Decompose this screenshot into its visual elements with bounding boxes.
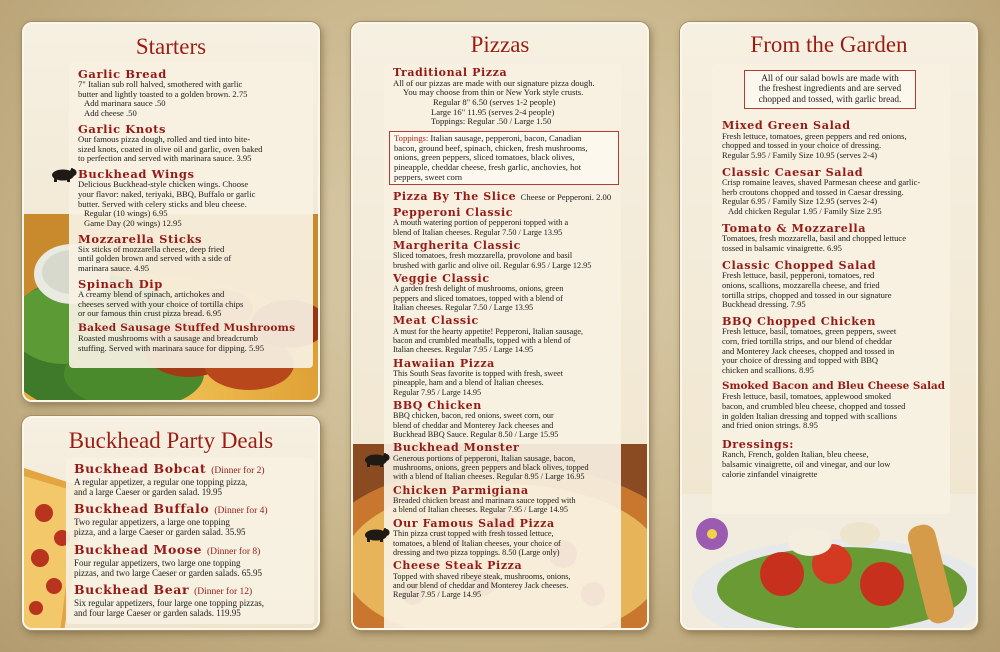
- pizza-desc: Italian cheeses. Regular 7.50 / Large 13.95: [393, 302, 534, 312]
- starter-name: Mozzarella Sticks: [78, 231, 203, 246]
- pizza-desc: and our blend of cheddar and Monterey Jack cheeses.: [393, 580, 569, 590]
- pizza-name: Our Famous Salad Pizza: [393, 516, 555, 530]
- starter-name: Garlic Bread: [78, 67, 167, 81]
- toppings-text: bacon, ground beef, spinach, chicken, fresh mushrooms,: [394, 142, 588, 153]
- starter-price: Game Day (20 wings) 12.95: [84, 217, 182, 228]
- pizza-item: [393, 442, 623, 481]
- salad-name: Classic Caesar Salad: [722, 164, 864, 179]
- salad-desc: onions, scallions, mozzarella cheese, and fried: [722, 279, 880, 290]
- party-name: Buckhead Moose: [74, 541, 203, 557]
- salad-desc: chopped and tossed in your choice of dressing.: [722, 140, 882, 151]
- salad-desc: Fresh lettuce, basil, tomatoes, applewood smoked: [722, 391, 892, 402]
- pizza-desc: Cheese or Pepperoni. 2.00: [520, 192, 612, 203]
- starter-name: Baked Sausage Stuffed Mushrooms: [78, 321, 296, 334]
- dressings-title: Dressings:: [722, 436, 794, 451]
- pizza-desc: Sliced tomatoes, fresh mozzarella, provolone and basil: [393, 251, 573, 261]
- pizzas-panel: [351, 22, 649, 630]
- pizzas-list: [393, 67, 623, 599]
- salad-desc: and Monterey Jack cheeses, chopped and tossed in: [722, 345, 895, 356]
- garden-panel: [680, 22, 978, 630]
- salad-item: [722, 164, 972, 217]
- pizza-name: Traditional Pizza: [393, 66, 508, 79]
- starter-addon: Add cheese .50: [84, 108, 137, 119]
- pizza-desc: BBQ chicken, bacon, red onions, sweet corn, our: [393, 411, 554, 421]
- bear-icon: [363, 526, 391, 542]
- pizza-desc: pineapple, ham and a blend of Italian cheeses.: [393, 378, 544, 388]
- dressings-desc: balsamic vinaigrette, oil and vinegar, and our low: [722, 459, 891, 470]
- pizza-desc: peppers and sliced tomatoes, topped with a blend of: [393, 293, 563, 303]
- party-name: Buckhead Bobcat: [74, 461, 207, 476]
- toppings-label: Toppings:: [394, 133, 429, 144]
- pizza-desc: dressing and two pizza toppings. 8.50 (Large only): [393, 547, 560, 557]
- party-desc: and a large Caeser or garden salad. 19.95: [74, 487, 223, 498]
- dressings: [722, 436, 972, 480]
- pizza-name: Veggie Classic: [393, 271, 490, 285]
- salad-desc: Tomatoes, fresh mozzarella, basil and chopped lettuce: [722, 233, 906, 244]
- salad-desc: bacon, and crumbled bleu cheese, chopped and tossed: [722, 400, 906, 411]
- salad-desc: in golden Italian dressing and topped with scallions: [722, 410, 897, 421]
- pizza-desc: Buckhead BBQ Sauce. Regular 8.50 / Large 15.95: [393, 430, 559, 439]
- party-note: (Dinner for 2): [211, 466, 265, 476]
- salad-desc: herb croutons chopped and tossed in Caesar dressing.: [722, 186, 904, 197]
- starter-desc: or our famous thin crust pizza bread. 6.95: [78, 308, 222, 319]
- salad-desc: Fresh lettuce, tomatoes, green peppers and red onions,: [722, 130, 907, 141]
- salad-desc: Buckhead dressing. 7.95: [722, 299, 806, 310]
- starter-desc: butter. Served with celery sticks and bleu cheese.: [78, 198, 247, 209]
- starter-price: Regular (10 wings) 6.95: [84, 208, 168, 219]
- pizza-desc: blend of cheddar and Monterey Jack cheeses and: [393, 420, 554, 430]
- pizza-price: Toppings: Regular .50 / Large 1.50: [431, 116, 552, 127]
- pizza-traditional: [393, 67, 623, 127]
- starter-desc: Our famous pizza dough, rolled and tied into bite-: [78, 133, 251, 144]
- pizza-name: Meat Classic: [393, 314, 479, 328]
- pizza-desc: blend of Italian cheeses. Regular 7.50 / Large 13.95: [393, 227, 563, 237]
- pizza-name: Buckhead Monster: [393, 441, 520, 455]
- salad-item: [722, 381, 972, 430]
- salad-desc: corn, fried tortilla strips, and our blend of cheddar: [722, 336, 892, 347]
- pizza-desc: Regular 7.95 / Large 14.95: [393, 590, 482, 600]
- pizza-desc: All of our pizzas are made with our signature pizza dough.: [393, 77, 595, 88]
- starter-desc: sized knots, coated in olive oil and garlic, oven baked: [78, 143, 263, 154]
- pizzas-title: Pizzas: [470, 32, 530, 57]
- starter-desc: Delicious Buckhead-style chicken wings. Choose: [78, 179, 249, 190]
- party-desc: Six regular appetizers, four large one topping pizzas,: [74, 597, 265, 608]
- salad-desc: Fresh lettuce, basil, pepperoni, tomatoes, red: [722, 270, 875, 281]
- party-item: [74, 462, 268, 497]
- garden-list: [722, 120, 972, 479]
- salad-name: BBQ Chopped Chicken: [722, 313, 877, 328]
- starters-list: [78, 68, 295, 353]
- salad-desc: tossed in balsamic vinaigrette. 6.95: [722, 243, 842, 253]
- pizza-desc: bacon and crumbled meatballs, topped with a blend of: [393, 336, 571, 346]
- party-desc: pizzas, and two large Caeser or garden salads. 65.95: [74, 567, 263, 578]
- starter-item: [78, 168, 295, 229]
- pizza-price: Large 16" 11.95 (serves 2-4 people): [431, 106, 555, 117]
- salad-desc: Fresh lettuce, basil, tomatoes, green peppers, sweet: [722, 326, 897, 337]
- party-list: [74, 462, 268, 618]
- dressings-desc: calorie zinfandel vinaigrette: [722, 468, 818, 479]
- pizza-name: Pizza By The Slice: [393, 190, 517, 204]
- salad-item: [722, 257, 972, 310]
- toppings-text: pineapple, cheddar cheese, fresh garlic, anchovies, hot: [394, 161, 582, 172]
- salad-desc: tortilla strips, chopped and tossed in our signature: [722, 289, 892, 300]
- pizza-desc: mushrooms, onions, green peppers and black olives, topped: [393, 463, 589, 473]
- starter-desc: cheeses served with your choice of tortilla chips: [78, 298, 244, 309]
- salad-desc: Crisp romaine leaves, shaved Parmesan cheese and garlic-: [722, 177, 921, 188]
- party-note: (Dinner for 12): [194, 586, 253, 597]
- salad-addon: Add chicken Regular 1.95 / Family Size 2.95: [728, 206, 882, 217]
- pizza-desc: Generous portions of pepperoni, Italian sausage, bacon,: [393, 453, 576, 463]
- starter-desc: to perfection and served with marinara sauce. 3.95: [78, 153, 252, 164]
- party-note: (Dinner for 8): [207, 546, 261, 557]
- garden-intro-line: All of our salad bowls are made with: [761, 74, 899, 84]
- garden-title: From the Garden: [750, 32, 908, 57]
- pizza-desc: Thin pizza crust topped with fresh tossed lettuce,: [393, 529, 554, 539]
- pizza-desc: a blend of Italian cheeses. Regular 7.95 / Large 14.95: [393, 505, 568, 515]
- salad-name: Smoked Bacon and Bleu Cheese Salad: [722, 380, 946, 393]
- starter-item: [78, 233, 295, 274]
- starter-desc: until golden brown and served with a side of: [78, 253, 232, 264]
- pizza-item: [393, 240, 623, 270]
- starter-desc: 7" Italian sub roll halved, smothered with garlic: [78, 79, 243, 90]
- pizza-item: [393, 273, 623, 312]
- pizza-desc: tomatoes, a blend of Italian cheeses, your choice of: [393, 538, 561, 548]
- starter-item: [78, 323, 295, 354]
- toppings-text: onions, green peppers, sliced tomatoes, black olives,: [394, 152, 575, 163]
- party-item: [74, 543, 268, 578]
- toppings-text: peppers, sweet corn: [394, 171, 463, 182]
- pizza-name: Margherita Classic: [393, 238, 521, 252]
- dressings-desc: Ranch, French, golden Italian, bleu cheese,: [722, 449, 869, 460]
- pizza-item: [393, 358, 623, 397]
- pizza-price: Regular 8" 6.50 (serves 1-2 people): [433, 96, 556, 107]
- pizza-item: [393, 400, 623, 439]
- party-item: [74, 583, 268, 618]
- starter-desc: A creamy blend of spinach, artichokes and: [78, 288, 225, 299]
- bear-icon: [50, 166, 78, 182]
- garden-intro: [744, 70, 916, 109]
- bear-icon: [363, 451, 391, 467]
- toppings-box: [389, 131, 619, 185]
- pizza-name: BBQ Chicken: [393, 398, 482, 412]
- pizza-desc: A mouth watering portion of pepperoni topped with a: [393, 218, 569, 228]
- pizza-desc: A garden fresh delight of mushrooms, onions, green: [393, 284, 564, 294]
- party-name: Buckhead Bear: [74, 581, 190, 597]
- pizza-item: [393, 560, 623, 599]
- starter-name: Buckhead Wings: [78, 167, 195, 182]
- pizza-name: Cheese Steak Pizza: [393, 559, 523, 573]
- salad-name: Mixed Green Salad: [722, 118, 851, 132]
- salad-desc: Regular 5.95 / Family Size 10.95 (serves 2-4): [722, 149, 878, 160]
- salad-item: [722, 220, 972, 254]
- starter-desc: butter and lightly toasted to a golden brown. 2.75: [78, 88, 248, 99]
- party-note: (Dinner for 4): [214, 506, 268, 517]
- party-deals-panel: [22, 416, 320, 630]
- party-item: [74, 502, 268, 537]
- starters-panel: [22, 22, 320, 402]
- starter-desc: Roasted mushrooms with a sausage and breadcrumb: [78, 333, 258, 344]
- pizza-name: Hawaiian Pizza: [393, 356, 495, 370]
- pizza-item: [393, 207, 623, 237]
- party-title: Buckhead Party Deals: [68, 428, 274, 453]
- salad-item: [722, 120, 972, 161]
- starter-desc: your flavor: naked, teriyaki, BBQ, Buffalo or garlic: [78, 188, 256, 199]
- pizza-desc: A must for the hearty appetite! Pepperoni, Italian sausage,: [393, 326, 584, 336]
- pizza-item: [393, 518, 623, 557]
- pizza-desc: This South Seas favorite is topped with fresh, sweet: [393, 369, 563, 379]
- pizza-desc: Italian cheeses. Regular 7.95 / Large 14.95: [393, 345, 534, 355]
- starters-title: Starters: [135, 34, 207, 59]
- pizza-desc: brushed with garlic and olive oil. Regular 6.95 / Large 12.95: [393, 260, 592, 270]
- salad-desc: Regular 6.95 / Family Size 12.95 (serves 2-4): [722, 196, 878, 207]
- garden-intro-line: the freshest ingredients and are served: [758, 84, 902, 95]
- starter-item: [78, 68, 295, 119]
- toppings-text: Italian sausage, pepperoni, bacon, Canadian: [430, 133, 582, 144]
- party-desc: and four large Caeser or garden salads. 119.95: [74, 607, 241, 618]
- pizza-desc: You may choose from thin or New York style crusts.: [403, 87, 584, 98]
- pizza-desc: Breaded chicken breast and marinara sauce topped with: [393, 496, 576, 506]
- pizza-desc: Regular 7.95 / Large 14.95: [393, 387, 482, 397]
- party-desc: Four regular appetizers, two large one topping: [74, 557, 241, 568]
- garden-intro-line: chopped and tossed, with garlic bread.: [758, 94, 902, 105]
- starter-desc: marinara sauce. 4.95: [78, 263, 150, 274]
- party-desc: Two regular appetizers, a large one topping: [74, 517, 230, 528]
- pizza-name: Chicken Parmigiana: [393, 483, 529, 497]
- salad-photo: [682, 494, 978, 630]
- starter-addon: Add marinara sauce .50: [84, 98, 166, 109]
- salad-name: Tomato & Mozzarella: [722, 220, 867, 235]
- starter-name: Spinach Dip: [78, 276, 163, 291]
- pizza-item: [393, 191, 623, 203]
- starter-desc: Six sticks of mozzarella cheese, deep fried: [78, 243, 225, 254]
- salad-desc: and fried onion strings. 8.95: [722, 420, 818, 431]
- salad-item: [722, 313, 972, 376]
- party-desc: A regular appetizer, a regular one topping pizza,: [74, 476, 248, 487]
- starter-item: [78, 278, 295, 319]
- salad-desc: your choice of dressing and topped with BBQ: [722, 355, 879, 366]
- pizza-desc: with a blend of Italian cheeses. Regular 8.95 / Large 16.95: [393, 472, 585, 482]
- pizza-desc: Topped with shaved ribeye steak, mushrooms, onions,: [393, 571, 571, 581]
- salad-desc: chicken and scallions. 8.95: [722, 364, 814, 375]
- party-desc: pizza, and a large Caeser or garden salad. 35.95: [74, 527, 246, 538]
- starter-name: Garlic Knots: [78, 121, 167, 136]
- party-name: Buckhead Buffalo: [74, 501, 210, 517]
- starter-item: [78, 123, 295, 164]
- pizza-name: Pepperoni Classic: [393, 205, 514, 219]
- pizza-item: [393, 485, 623, 515]
- salad-name: Classic Chopped Salad: [722, 257, 877, 272]
- pizza-item: [393, 315, 623, 354]
- starter-desc: stuffing. Served with marinara sauce for dipping. 5.95: [78, 342, 264, 353]
